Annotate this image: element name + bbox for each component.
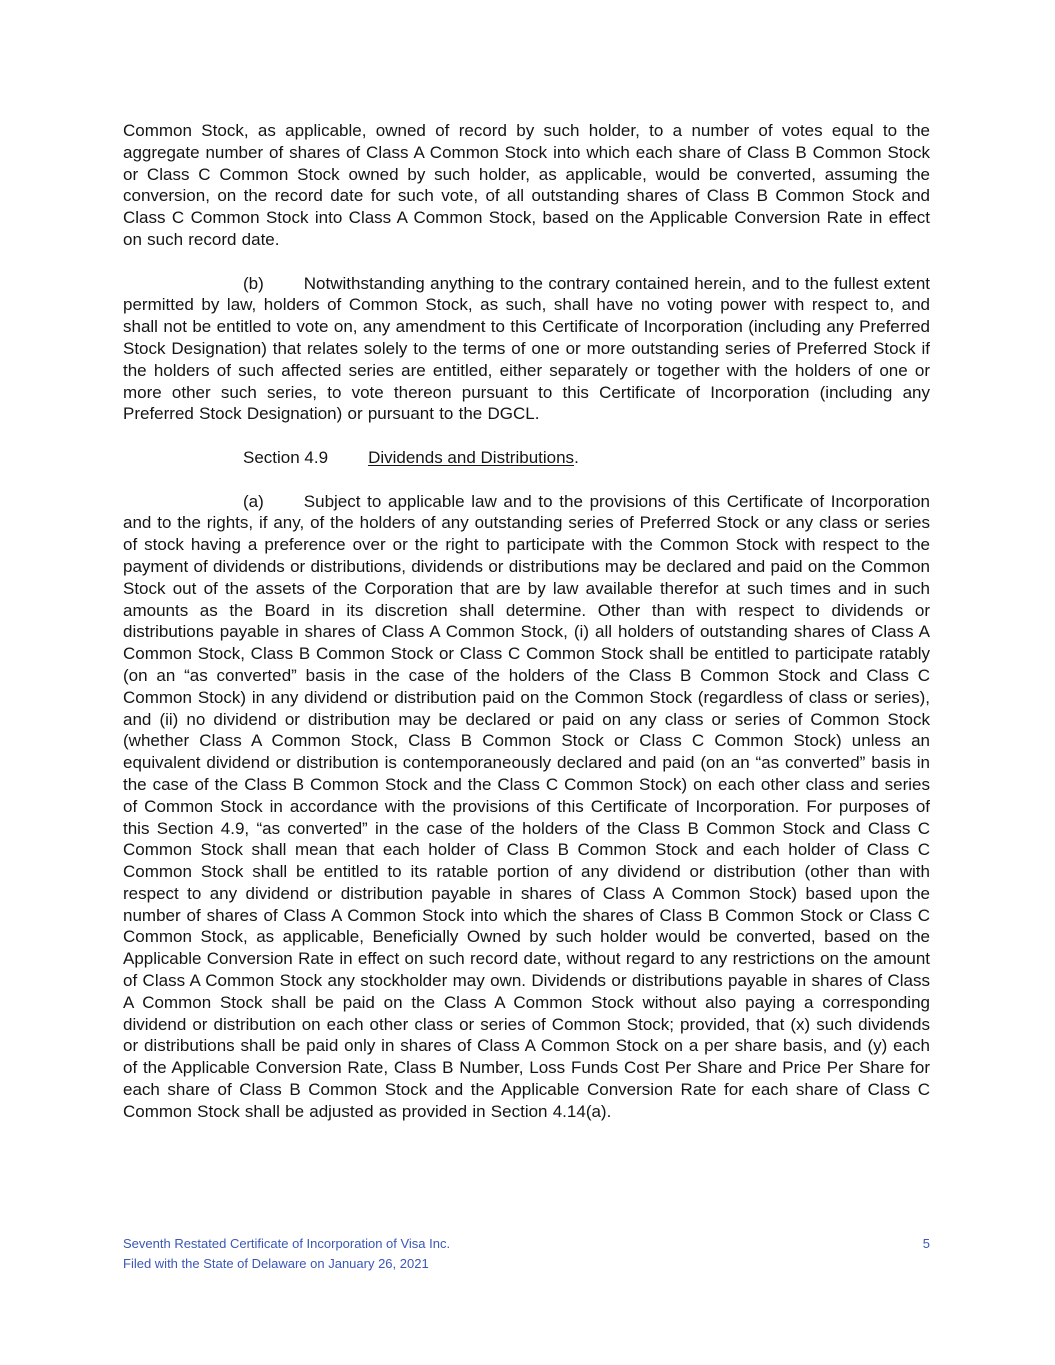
paragraph-a — [123, 491, 930, 1123]
footer-document-info — [123, 1234, 450, 1274]
paragraph-b-text: Notwithstanding anything to the contrary contained herein, and to the fullest extent permitted by law, holders of Common Stock, as such, shall have no voting power with respect to, and shall not be entitled to vote on, any amendment to this Certificate of Incorporation (including any Preferred Stock Designation) that relates solely to the terms of one or more outstanding series of Preferred Stock if the holders of such affected series are entitled, either separately or together with the holders of one or more other such series, to vote thereon pursuant to this Certificate of Incorporation (including any Preferred Stock Designation) or pursuant to the DGCL. — [123, 273, 930, 424]
paragraph-a-text: Subject to applicable law and to the provisions of this Certificate of Incorporation and to the rights, if any, of the holders of any outstanding series of Preferred Stock or any class or series of stock having a preference over or the right to participate with the Common Stock with respect to the payment of dividends or distributions, dividends or distributions may be declared and paid on the Common Stock out of the assets of the Corporation that are by law available therefor at such times and in such amounts as the Board in its discretion shall determine. Other than with respect to dividends or distributions payable in shares of Class A Common Stock, (i) all holders of outstanding shares of Class A Common Stock, Class B Common Stock or Class C Common Stock shall be entitled to participate ratably (on an “as converted” basis in the case of the holders of the Class B Common Stock and Class C Common Stock) in any dividend or distribution paid on the Common Stock (regardless of class or series), and (ii) no dividend or distribution may be declared or paid on any class or series of Common Stock (whether Class A Common Stock, Class B Common Stock or Class C Common Stock) unless an equivalent dividend or distribution is contemporaneously declared and paid (on an “as converted” basis in the case of the Class B Common Stock and the Class C Common Stock) on each other class and series of Common Stock in accordance with the provisions of this Certificate of Incorporation. For purposes of this Section 4.9, “as converted” in the case of the holders of the Class B Common Stock and Class C Common Stock shall mean that each holder of Class B Common Stock and each holder of Class C Common Stock shall be entitled to its ratable portion of any dividend or distribution (other than with respect to any dividend or distribution payable in shares of Class A Common Stock) based upon the number of shares of Class A Common Stock into which the shares of Class B Common Stock or Class C Common Stock, as applicable, Beneficially Owned by such holder would be converted, based on the Applicable Conversion Rate in effect on such record date, without regard to any restrictions on the amount of Class A Common Stock any stockholder may own. Dividends or distributions payable in shares of Class A Common Stock shall be paid on the Class A Common Stock without also paying a corresponding dividend or distribution on each other class or series of Common Stock; provided, that (x) such dividends or distributions shall be paid only in shares of Class A Common Stock on a per share basis, and (y) each of the Applicable Conversion Rate, Class B Number, Loss Funds Cost Per Share and Price Per Share for each share of Class B Common Stock and the Applicable Conversion Rate for each share of Class C Common Stock shall be adjusted as provided in Section 4.14(a). — [123, 491, 930, 1121]
paragraph-b-label: (b) — [243, 273, 264, 293]
paragraph-b — [123, 273, 930, 426]
footer-line-2: Filed with the State of Delaware on January 26, 2021 — [123, 1256, 429, 1271]
section-heading-title: Dividends and Distributions — [368, 447, 575, 467]
paragraph-a-label: (a) — [243, 491, 264, 511]
section-heading-number: Section 4.9 — [243, 447, 329, 467]
page-footer — [123, 1234, 930, 1274]
footer-line-1: Seventh Restated Certificate of Incorporation of Visa Inc. — [123, 1236, 451, 1251]
paragraph-continuation-text: Common Stock, as applicable, owned of record by such holder, to a number of votes equal to the aggregate number of shares of Class A Common Stock into which each share of Class B Common Stock or Class C Common Stock owned by such holder, as applicable, would be converted, assuming the conversion, on the record date for such vote, of all outstanding shares of Class B Common Stock and Class C Common Stock into Class A Common Stock, based on the Applicable Conversion Rate in effect on such record date. — [123, 121, 930, 249]
section-heading-period: . — [574, 447, 579, 467]
section-heading — [123, 447, 930, 469]
document-body — [123, 120, 930, 1144]
page-number: 5 — [922, 1236, 930, 1251]
paragraph-continuation — [123, 120, 930, 251]
